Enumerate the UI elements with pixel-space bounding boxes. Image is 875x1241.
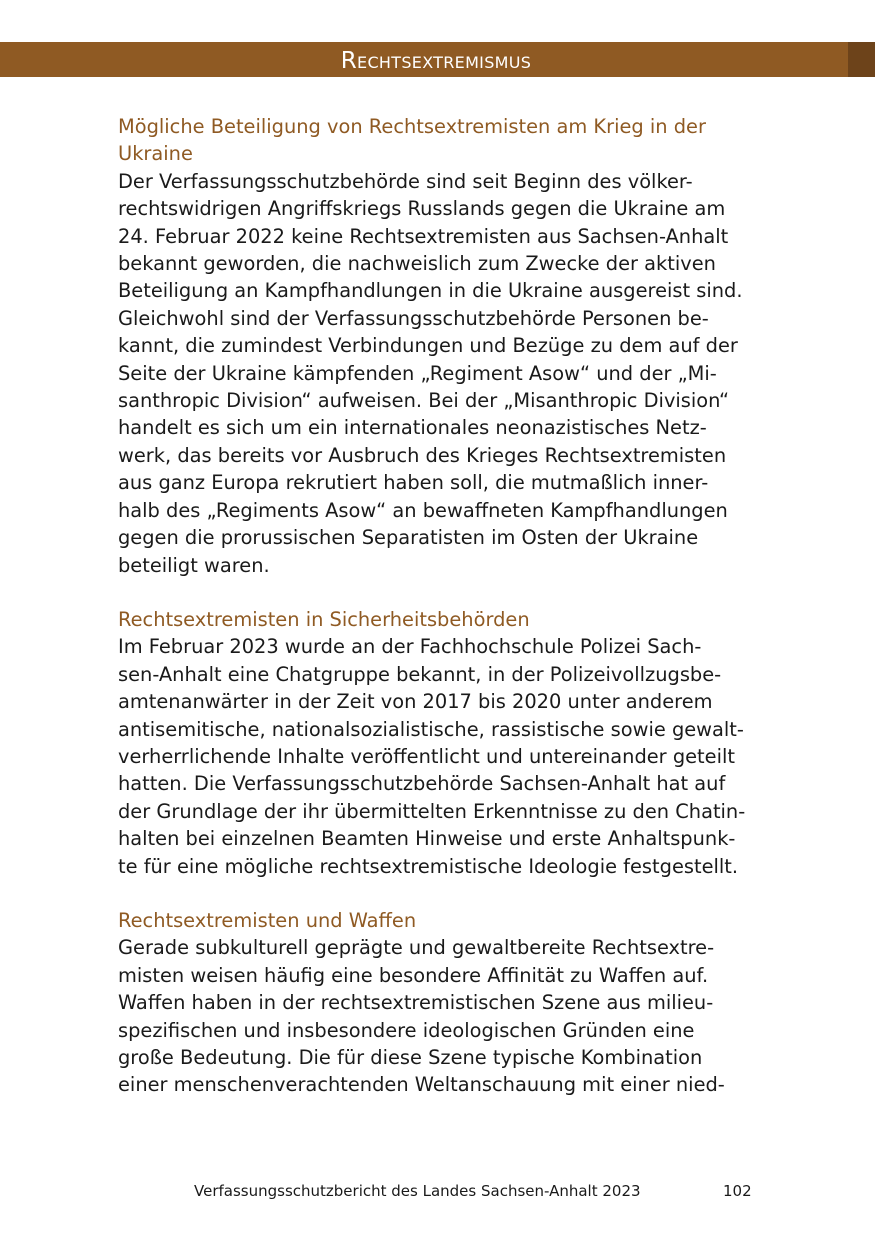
body-line: verherrlichende Inhalte veröffentlicht und untereinander geteilt — [118, 744, 735, 768]
heading-line: Rechtsextremisten und Waffen — [118, 908, 417, 932]
body-line: sen-Anhalt eine Chatgruppe bekannt, in der Polizeivollzugsbe- — [118, 662, 722, 686]
page-number: 102 — [723, 1182, 752, 1200]
main-content — [118, 113, 760, 1126]
section-heading — [118, 113, 760, 168]
body-line: Im Februar 2023 wurde an der Fachhochschule Polizei Sach- — [118, 635, 702, 659]
footer-title: Verfassungsschutzbericht des Landes Sachsen-Anhalt 2023 — [194, 1182, 641, 1200]
body-line: aus ganz Europa rekrutiert haben soll, die mutmaßlich inner- — [118, 471, 709, 495]
body-line: kannt, die zumindest Verbindungen und Bezüge zu dem auf der — [118, 334, 738, 358]
body-line: Beteiligung an Kampfhandlungen in die Ukraine ausgereist sind. — [118, 279, 743, 303]
body-line: hatten. Die Verfassungsschutzbehörde Sachsen-Anhalt hat auf — [118, 772, 726, 796]
body-line: handelt es sich um ein internationales neonazistisches Netz- — [118, 416, 707, 440]
section-security-agencies — [118, 606, 760, 880]
body-line: einer menschenverachtenden Weltanschauung mit einer nied- — [118, 1073, 725, 1097]
body-line: Seite der Ukraine kämpfenden „Regiment Asow“ und der „Mi- — [118, 361, 717, 385]
section-heading — [118, 606, 760, 633]
body-line: beteiligt waren. — [118, 553, 270, 577]
body-line: spezifischen und insbesondere ideologischen Gründen eine — [118, 1018, 695, 1042]
body-line: antisemitische, nationalsozialistische, rassistische sowie gewalt- — [118, 717, 744, 741]
body-line: große Bedeutung. Die für diese Szene typische Kombination — [118, 1046, 703, 1069]
body-line: gegen die prorussischen Separatisten im Osten der Ukraine — [118, 526, 699, 550]
body-line: bekannt geworden, die nachweislich zum Zwecke der aktiven — [118, 252, 716, 276]
section-body — [118, 934, 760, 1098]
body-line: der Grundlage der ihr übermittelten Erkenntnisse zu den Chatin- — [118, 799, 746, 823]
heading-line: Mögliche Beteiligung von Rechtsextremisten am Krieg in der — [118, 115, 706, 138]
body-line: werk, das bereits vor Ausbruch des Krieges Rechtsextremisten — [118, 443, 727, 467]
body-line: rechtswidrigen Angriffskriegs Russlands gegen die Ukraine am — [118, 197, 726, 221]
body-line: halb des „Regiments Asow“ an bewaffneten Kampfhandlungen — [118, 498, 728, 522]
body-line: te für eine mögliche rechtsextremistische Ideologie festgestellt. — [118, 854, 739, 878]
body-line: amtenanwärter in der Zeit von 2017 bis 2020 unter anderem — [118, 690, 713, 714]
body-line: Waffen haben in der rechtsextremistischen Szene aus milieu- — [118, 991, 714, 1015]
body-line: Gleichwohl sind der Verfassungsschutzbehörde Personen be- — [118, 306, 709, 330]
heading-line: Ukraine — [118, 142, 193, 166]
body-line: 24. Februar 2022 keine Rechtsextremisten aus Sachsen-Anhalt — [118, 224, 729, 248]
section-ukraine — [118, 113, 760, 579]
section-weapons — [118, 907, 760, 1099]
heading-line: Rechtsextremisten in Sicherheitsbehörden — [118, 607, 530, 631]
body-line: misten weisen häufig eine besondere Affinität zu Waffen auf. — [118, 963, 709, 987]
section-body — [118, 633, 760, 880]
body-line: halten bei einzelnen Beamten Hinweise und erste Anhaltspunk- — [118, 827, 736, 851]
section-body — [118, 168, 760, 579]
body-line: santhropic Division“ aufweisen. Bei der „Misanthropic Division“ — [118, 389, 730, 413]
section-heading — [118, 907, 760, 934]
body-line: Gerade subkulturell geprägte und gewaltbereite Rechtsextre- — [118, 936, 715, 960]
chapter-title: Rechtsextremismus — [340, 48, 532, 74]
body-line: Der Verfassungsschutzbehörde sind seit Beginn des völker- — [118, 169, 693, 193]
